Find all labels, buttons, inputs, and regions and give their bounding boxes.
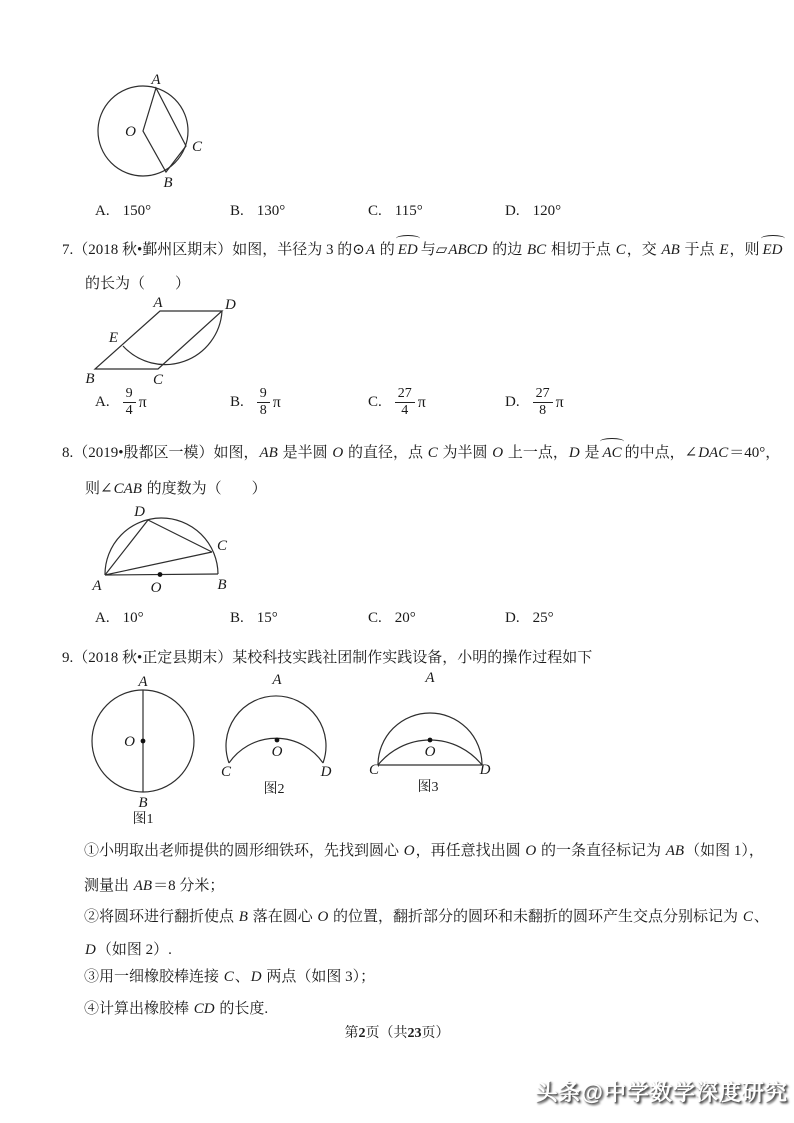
quadrilateral-OACB <box>143 88 186 172</box>
q9-step2-line2: D（如图 2）. <box>85 942 172 958</box>
q8-option-c: C. 20° <box>368 610 416 626</box>
point-label-A: A <box>425 670 435 686</box>
center-dot-O <box>158 572 163 577</box>
fraction: $\frac{9}{8}$ <box>257 386 270 419</box>
point-label-B: B <box>163 175 173 191</box>
q8-stem-line2: 则∠CAB 的度数为（ ） <box>85 481 267 497</box>
point-label-O: O <box>125 124 136 140</box>
point-label-A: A <box>138 674 148 690</box>
q9-step1-line1: ①小明取出老师提供的圆形细铁环，先找到圆心 O，再任意找出圆 O 的一条直径标记为 AB（如图 1）， <box>84 843 764 859</box>
q9-figure1 <box>88 676 198 828</box>
point-label-D: D <box>479 762 491 778</box>
q7-option-b: B. $\frac{9}{8}$ π <box>230 386 281 419</box>
total-page-number: 23 <box>407 1026 422 1041</box>
point-label-C: C <box>220 764 232 780</box>
point-label-D: D <box>134 504 145 520</box>
point-label-A: A <box>92 578 102 594</box>
point-label-C: C <box>368 762 380 778</box>
point-label-A: A <box>272 672 282 688</box>
figure3-caption: 图3 <box>417 780 439 795</box>
fraction: $\frac{27}{4}$ <box>395 386 415 419</box>
point-label-E: E <box>108 330 118 346</box>
q6-option-b: B. 130° <box>230 203 286 219</box>
fraction: $\frac{27}{8}$ <box>533 386 553 419</box>
q7-stem-line1: 7.（2018 秋•鄞州区期末）如图，半径为 3 的⊙A 的 ED 与▱ABCD 的边 BC 相切于点 C，交 AB 于点 E，则 ED <box>62 242 783 258</box>
center-dot-O <box>428 738 433 743</box>
center-dot-O <box>275 738 280 743</box>
q9-step3-line: ③用一细橡胶棒连接 C、D 两点（如图 3）； <box>84 969 376 985</box>
page-number-footer: 第2页（共23页） <box>344 1026 450 1041</box>
watermark-text: 头条@中学数学深度研究 <box>535 1080 788 1105</box>
point-label-A: A <box>153 295 163 311</box>
q9-step1-line2: 测量出 AB＝8 分米； <box>84 878 225 894</box>
point-label-A: A <box>151 72 161 88</box>
q8-option-a: A. 10° <box>95 610 144 626</box>
q6-option-a: A. 150° <box>95 203 152 219</box>
q9-stem: 9.（2018 秋•正定县期末）某校科技实践社团制作实践设备，小明的操作过程如下 <box>62 650 593 666</box>
q7-option-a: A. $\frac{9}{4}$ π <box>95 386 147 419</box>
point-label-D: D <box>225 297 236 313</box>
point-label-D: D <box>320 764 332 780</box>
q7-stem-line2: 的长为（ ） <box>85 276 191 292</box>
q9-step4-line: ④计算出橡胶棒 CD 的长度. <box>84 1001 269 1017</box>
q7-option-c: C. $\frac{27}{4}$ π <box>368 386 426 419</box>
q8-option-b: B. 15° <box>230 610 278 626</box>
point-label-O: O <box>124 734 135 750</box>
point-label-B: B <box>85 371 95 387</box>
q6-circle-figure <box>90 73 240 205</box>
q7-options-row <box>0 386 794 422</box>
point-label-B: B <box>138 795 148 811</box>
point-label-B: B <box>217 577 227 593</box>
point-label-O: O <box>271 744 283 760</box>
center-dot-O <box>141 739 146 744</box>
point-label-C: C <box>217 538 228 554</box>
point-label-C: C <box>152 372 164 388</box>
figure2-caption: 图2 <box>263 782 285 797</box>
q6-option-c: C. 115° <box>368 203 423 219</box>
fraction: $\frac{9}{4}$ <box>123 386 136 419</box>
q9-step2-line1: ②将圆环进行翻折使点 B 落在圆心 O 的位置，翻折部分的圆环和未翻折的圆环产生交点分别标记为 C、 <box>84 909 769 925</box>
point-label-O: O <box>150 580 162 596</box>
q8-semicircle-figure <box>85 503 235 598</box>
q6-options-row <box>0 203 794 227</box>
current-page-number: 2 <box>358 1026 366 1041</box>
q9-figure3 <box>370 672 490 800</box>
q8-option-d: D. 25° <box>505 610 554 626</box>
q7-option-d: D. $\frac{27}{8}$ π <box>505 386 564 419</box>
figure1-caption: 图1 <box>132 812 154 827</box>
point-label-O: O <box>424 744 436 760</box>
point-label-C: C <box>192 139 203 155</box>
q8-options-row <box>0 610 794 634</box>
q7-parallelogram-figure <box>80 296 250 391</box>
chords-AB-AD-AC-DC <box>105 520 218 575</box>
q6-option-d: D. 120° <box>505 203 562 219</box>
q9-figure2 <box>220 672 335 801</box>
q8-stem-line1: 8.（2019•殷都区一模）如图，AB 是半圆 O 的直径，点 C 为半圆 O 上一点，D 是 AC 的中点，∠DAC＝40°， <box>62 445 781 461</box>
